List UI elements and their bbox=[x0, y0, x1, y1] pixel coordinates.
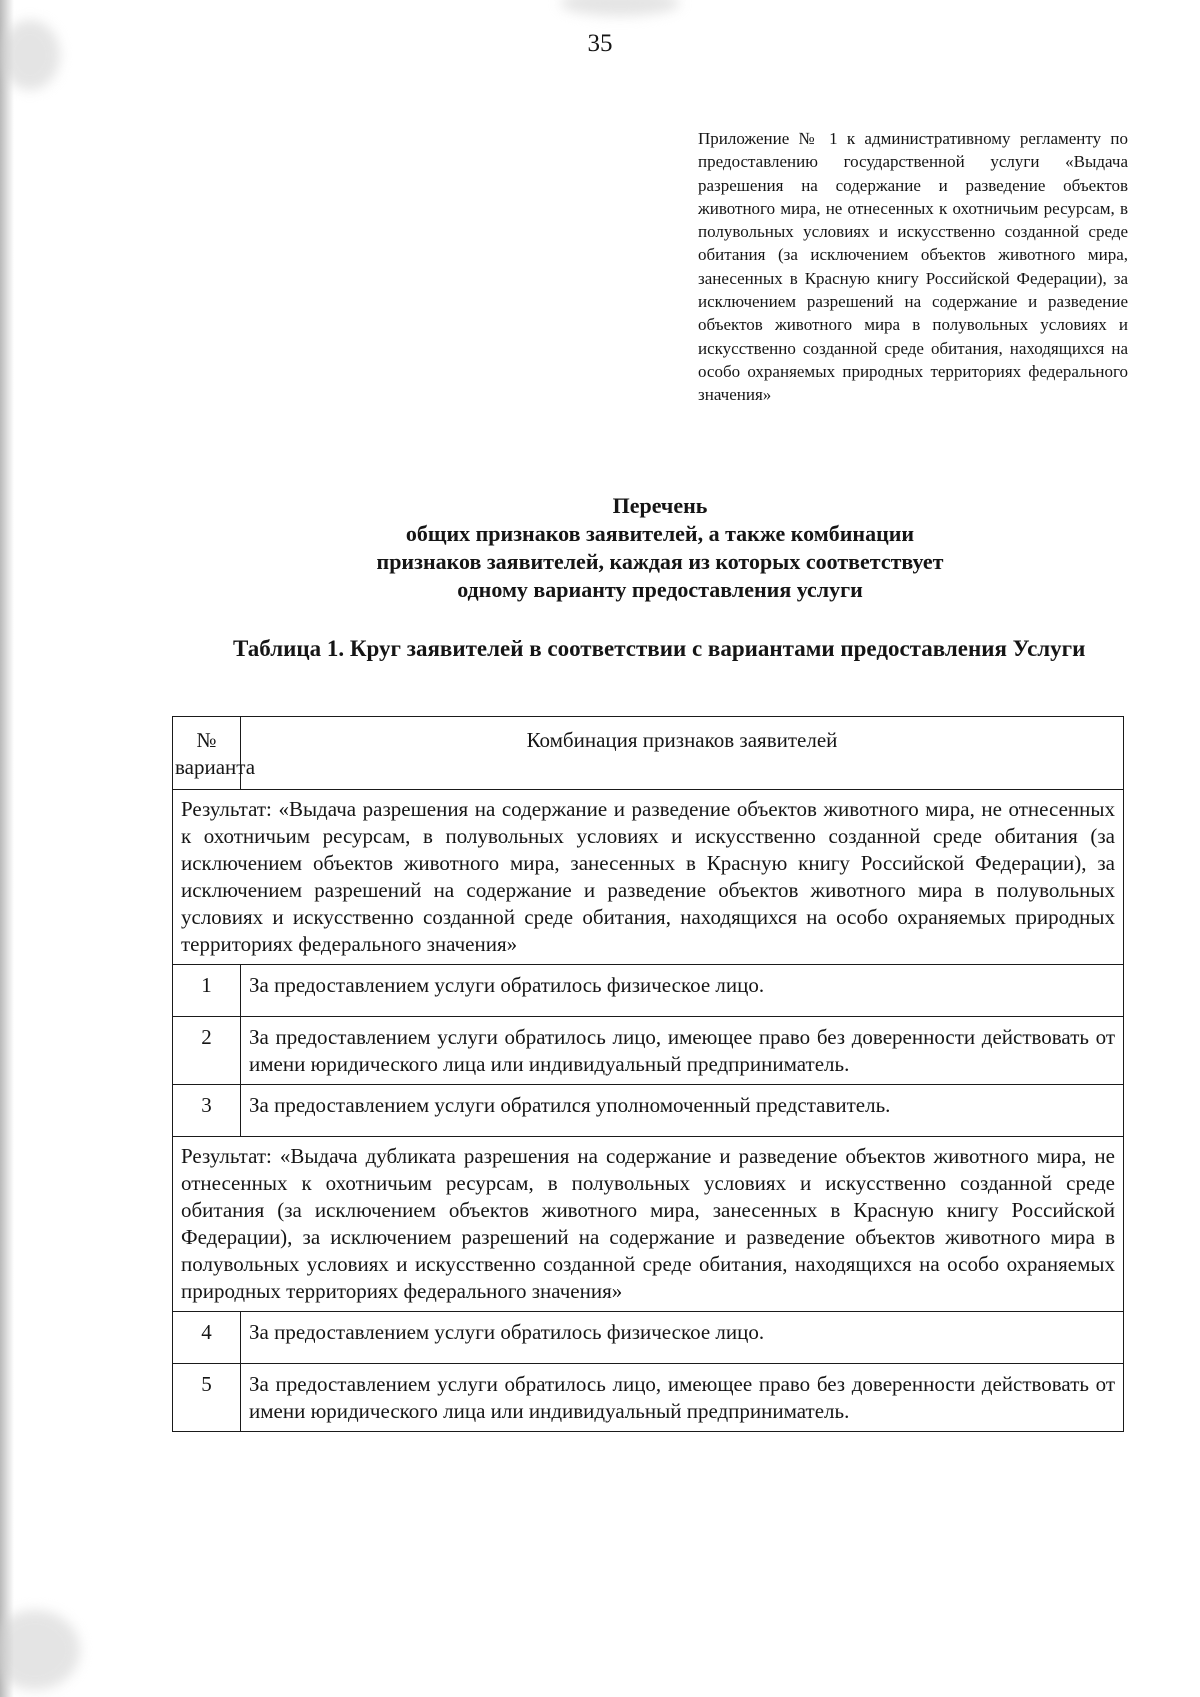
variant-number: 1 bbox=[173, 965, 241, 1017]
variant-text: За предоставлением услуги обратилось лицо, имеющее право без доверенности действовать от имени юридического лица или индивидуальный предприниматель. bbox=[241, 1364, 1124, 1432]
applicants-table bbox=[172, 716, 1124, 1432]
variant-text: За предоставлением услуги обратилось физическое лицо. bbox=[241, 965, 1124, 1017]
scan-smudge-top bbox=[560, 0, 680, 16]
table-header-row bbox=[173, 717, 1124, 790]
header-combination: Комбинация признаков заявителей bbox=[241, 717, 1124, 790]
table-row bbox=[173, 1312, 1124, 1364]
result-2-text: Результат: «Выдача дубликата разрешения на содержание и разведение объектов животного мира, не отнесенных к охотничьим ресурсам, в полувольных условиях и искусственно созданной среде обитания (за исключением объектов животного мира, занесенных в Красную книгу Российской Федерации), за исключением разрешений на содержание и разведение объектов животного мира в полувольных условиях и искусственно созданной среде обитания, находящихся на особо охраняемых природных территориях федерального значения» bbox=[173, 1137, 1124, 1312]
scan-smudge-bottom-left bbox=[0, 1610, 80, 1690]
table-row bbox=[173, 965, 1124, 1017]
heading-line-4: одному варианту предоставления услуги bbox=[457, 577, 863, 602]
table-row bbox=[173, 1085, 1124, 1137]
result-1-text: Результат: «Выдача разрешения на содержание и разведение объектов животного мира, не отнесенных к охотничьим ресурсам, в полувольных условиях и искусственно созданной среде обитания (за исключением объектов животного мира, занесенных в Красную книгу Российской Федерации), за исключением разрешений на содержание и разведение объектов животного мира в полувольных условиях и искусственно созданной среде обитания, находящихся на особо охраняемых природных территориях федерального значения» bbox=[173, 790, 1124, 965]
variant-number: 5 bbox=[173, 1364, 241, 1432]
table-caption: Таблица 1. Круг заявителей в соответствии с вариантами предоставления Услуги bbox=[233, 636, 1086, 661]
variant-number: 2 bbox=[173, 1017, 241, 1085]
table-row bbox=[173, 1017, 1124, 1085]
variant-text: За предоставлением услуги обратилось физическое лицо. bbox=[241, 1312, 1124, 1364]
heading-line-1: Перечень bbox=[612, 493, 708, 518]
page-number: 35 bbox=[587, 30, 613, 57]
appendix-note: Приложение № 1 к административному регламенту по предоставлению государственной услуги «Выдача разрешения на содержание и разведение объектов животного мира, не отнесенных к охотничьим ресурсам, в полувольных условиях и искусственно созданной среде обитания (за исключением объектов животного мира, занесенных в Красную книгу Российской Федерации), за исключением разрешений на содержание и разведение объектов животного мира в полувольных условиях и искусственно созданной среде обитания, находящихся на особо охраняемых природных территориях федерального значения» bbox=[698, 129, 1128, 405]
result-row bbox=[173, 1137, 1124, 1312]
variant-number: 4 bbox=[173, 1312, 241, 1364]
scan-edge-artifact bbox=[0, 0, 14, 1697]
variant-number: 3 bbox=[173, 1085, 241, 1137]
header-variant-number: № варианта bbox=[173, 717, 241, 790]
heading-line-2: общих признаков заявителей, а также комбинации bbox=[405, 521, 915, 546]
variant-text: За предоставлением услуги обратился уполномоченный представитель. bbox=[241, 1085, 1124, 1137]
table-row bbox=[173, 1364, 1124, 1432]
result-row bbox=[173, 790, 1124, 965]
heading-line-3: признаков заявителей, каждая из которых соответствует bbox=[376, 549, 944, 574]
document-heading bbox=[300, 492, 1020, 604]
variant-text: За предоставлением услуги обратилось лицо, имеющее право без доверенности действовать от имени юридического лица или индивидуальный предприниматель. bbox=[241, 1017, 1124, 1085]
